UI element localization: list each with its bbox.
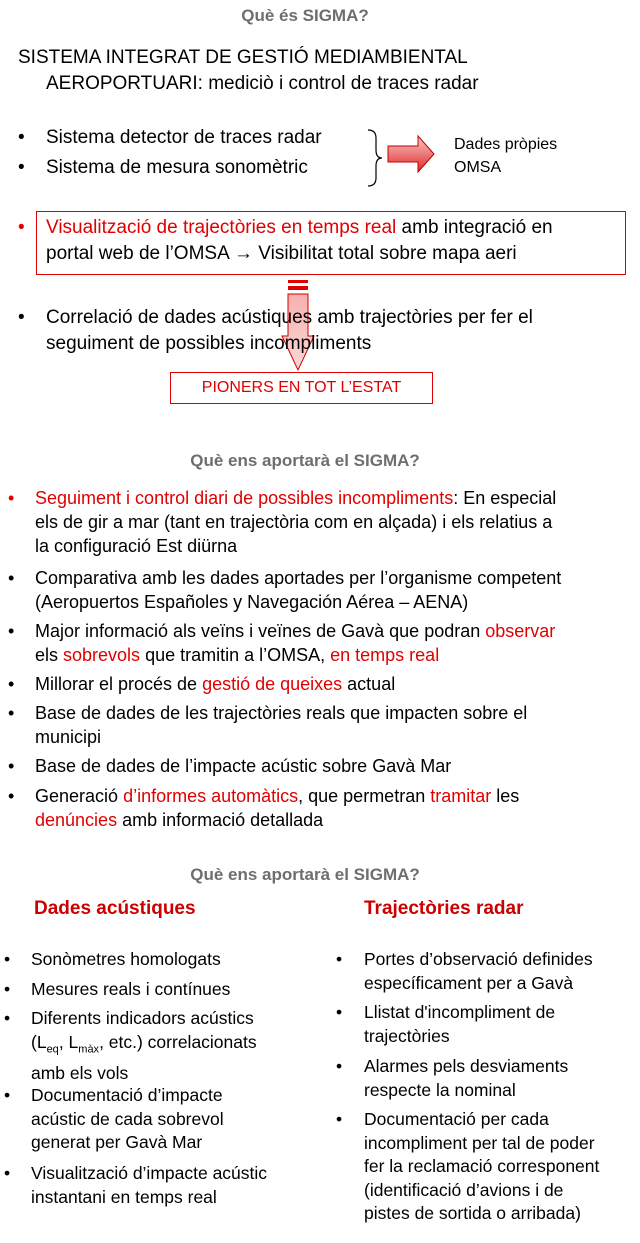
list-item: • Base de dades de les trajectòries reals que impacten sobre el municipi xyxy=(8,703,528,747)
bullet-dot: • xyxy=(18,157,25,178)
right-arrow-glyph: → xyxy=(233,243,253,264)
own-data-label: Dades pròpies OMSA xyxy=(454,136,558,176)
bullet-dot: • xyxy=(336,949,343,969)
bullet-dot: • xyxy=(18,307,25,328)
bullet-dot: • xyxy=(8,674,15,694)
list-item: • Seguiment i control diari de possibles incompliments: En especial els de gir a mar (tant en trajectòria com en alçada) i els relatius a la configuració Est diürna xyxy=(8,488,557,556)
bullet-dot: • xyxy=(8,786,15,806)
bullet-dot: • xyxy=(336,1056,343,1076)
bullet-dot: • xyxy=(4,1085,11,1105)
brace-arrow-graphic xyxy=(362,128,452,190)
right-arrow-icon xyxy=(388,136,434,172)
list-item: • Comparativa amb les dades aportades per l’organisme competent (Aeropuertos Españoles y Navegación Aérea – AENA) xyxy=(8,568,562,612)
list-item: • Llistat d'incompliment de trajectòries xyxy=(336,1002,556,1046)
bullet-radar-detector: • Sistema detector de traces radar xyxy=(18,125,378,151)
list-item: • Major informació als veïns i veïnes de Gavà que podran observar els sobrevols que tramitin a l’OMSA, en temps real xyxy=(8,621,556,665)
bullet-dot: • xyxy=(8,703,15,723)
bullet-dot: • xyxy=(4,1008,11,1028)
bullet-dot: • xyxy=(336,1109,343,1129)
list-item: • Mesures reals i contínues xyxy=(4,978,324,1002)
sigma-definition-line2: AEROPORTUARI: mediciò i control de traces radar xyxy=(46,73,479,94)
bullet-dot: • xyxy=(8,756,15,776)
bullet-realtime-visualization: • Visualització de trajectòries en temps real amb integració en portal web de l’OMSA → Visibilitat total sobre mapa aeri xyxy=(18,217,553,264)
section2-title: Què ens aportarà el SIGMA? xyxy=(190,451,420,470)
bullet-dot: • xyxy=(4,949,11,969)
list-item: • Sonòmetres homologats xyxy=(4,948,324,972)
list-item: • Visualització d’impacte acústic instantani en temps real xyxy=(4,1163,268,1207)
list-item: • Alarmes pels desviaments respecte la nominal xyxy=(336,1056,569,1100)
bullet-dot: • xyxy=(8,621,15,641)
list-item: • Portes d’observació definides específicament per a Gavà xyxy=(336,949,593,993)
list-item: • Diferents indicadors acústics ($L_{eq}$, $L_{màx}$, etc.) correlacionats amb els vols xyxy=(4,1008,257,1083)
bullet-dot: • xyxy=(336,1002,343,1022)
list-item: • Millorar el procés de gestió de queixes actual xyxy=(8,674,396,694)
bullet-correlation: • Correlació de dades acústiques amb trajectòries per fer el seguiment de possibles incompliments xyxy=(18,307,533,354)
list-item: • Documentació per cada incompliment per tal de poder fer la reclamació corresponent (identificació d’avions i de pistes de sortida o arribada) xyxy=(336,1109,600,1223)
bullet-sound-meter: • Sistema de mesura sonomètric xyxy=(18,155,378,181)
section3-title: Què ens aportarà el SIGMA? xyxy=(190,865,420,884)
bullet-dot: • xyxy=(4,1163,11,1183)
bullet-dot: • xyxy=(8,568,15,588)
bullet-dot: • xyxy=(18,127,25,148)
bullet-dot: • xyxy=(8,488,15,508)
curly-brace-icon xyxy=(368,130,382,186)
radar-trajectories-heading: Trajectòries radar xyxy=(364,898,524,919)
section1-title: Què és SIGMA? xyxy=(241,6,369,25)
bullet-dot: • xyxy=(4,979,11,999)
list-item: • Documentació d’impacte acústic de cada sobrevol generat per Gavà Mar xyxy=(4,1085,224,1152)
list-item: • Generació d’informes automàtics, que permetran tramitar les denúncies amb informació detallada xyxy=(8,786,520,830)
sigma-definition-line1: SISTEMA INTEGRAT DE GESTIÓ MEDIAMBIENTAL xyxy=(18,47,468,68)
pioneers-badge: PIONERS EN TOT L’ESTAT xyxy=(170,372,433,404)
bullet-dot: • xyxy=(18,217,25,238)
acoustic-data-heading: Dades acústiques xyxy=(34,898,196,919)
list-item: • Base de dades de l’impacte acústic sobre Gavà Mar xyxy=(8,756,452,776)
